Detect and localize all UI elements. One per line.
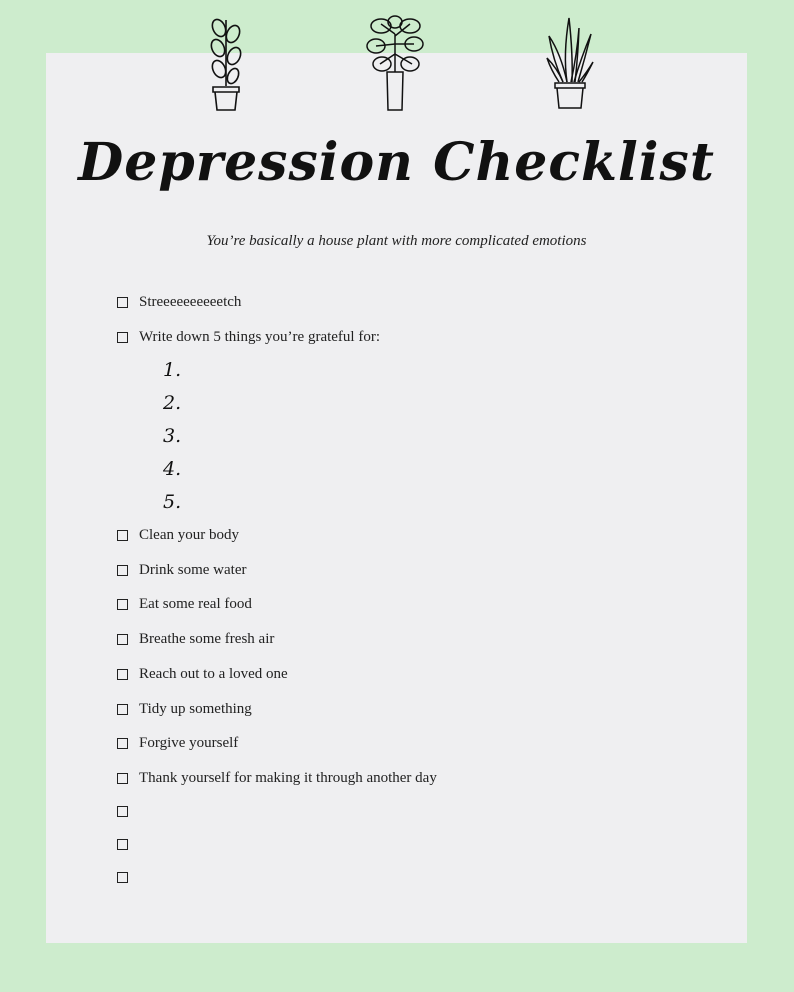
checklist-item-label: Tidy up something — [139, 700, 252, 717]
checklist-item-label: Breathe some fresh air — [139, 630, 275, 647]
checkbox[interactable] — [117, 872, 128, 883]
grateful-number: 4. — [163, 458, 182, 480]
checklist-item[interactable] — [117, 593, 252, 615]
grateful-number: 3. — [163, 425, 182, 447]
checkbox[interactable] — [117, 839, 128, 850]
grateful-number: 5. — [163, 491, 182, 513]
checklist-item-label: Eat some real food — [139, 595, 252, 612]
checklist-item[interactable] — [117, 663, 288, 685]
grateful-number: 2. — [163, 392, 182, 414]
page-subtitle: You’re basically a house plant with more complicated emotions — [206, 233, 587, 249]
checklist-item-label: Streeeeeeeeeetch — [139, 293, 242, 310]
page-title: Depression Checklist — [78, 132, 715, 193]
checklist-item[interactable] — [117, 326, 380, 348]
checklist-item[interactable] — [117, 524, 239, 546]
checklist-item-label: Write down 5 things you’re grateful for: — [139, 328, 380, 345]
checklist-item[interactable] — [117, 559, 246, 581]
checklist-item-label: Clean your body — [139, 526, 239, 543]
checkbox[interactable] — [117, 773, 128, 784]
checklist-item-blank[interactable] — [117, 833, 139, 855]
checklist-item[interactable] — [117, 767, 437, 789]
checklist-item-label: Thank yourself for making it through another day — [139, 769, 437, 786]
checklist-item-label: Reach out to a loved one — [139, 665, 288, 682]
checkbox[interactable] — [117, 332, 128, 343]
fiddle-leaf-plant-icon — [205, 14, 247, 112]
checkbox[interactable] — [117, 738, 128, 749]
checklist-item[interactable] — [117, 628, 274, 650]
checkbox[interactable] — [117, 297, 128, 308]
monstera-plant-icon — [366, 14, 424, 112]
checklist-item-label: Drink some water — [139, 561, 247, 578]
checkbox[interactable] — [117, 806, 128, 817]
checklist-item[interactable] — [117, 698, 252, 720]
snake-plant-icon — [545, 14, 595, 112]
checkbox[interactable] — [117, 565, 128, 576]
checkbox[interactable] — [117, 669, 128, 680]
checklist-item-label: Forgive yourself — [139, 734, 239, 751]
checklist-item-blank[interactable] — [117, 866, 139, 888]
checkbox[interactable] — [117, 530, 128, 541]
checkbox[interactable] — [117, 599, 128, 610]
checklist-item[interactable] — [117, 291, 241, 313]
checkbox[interactable] — [117, 704, 128, 715]
checklist-item-blank[interactable] — [117, 800, 139, 822]
grateful-number: 1. — [163, 359, 182, 381]
checkbox[interactable] — [117, 634, 128, 645]
checklist-item[interactable] — [117, 732, 238, 754]
